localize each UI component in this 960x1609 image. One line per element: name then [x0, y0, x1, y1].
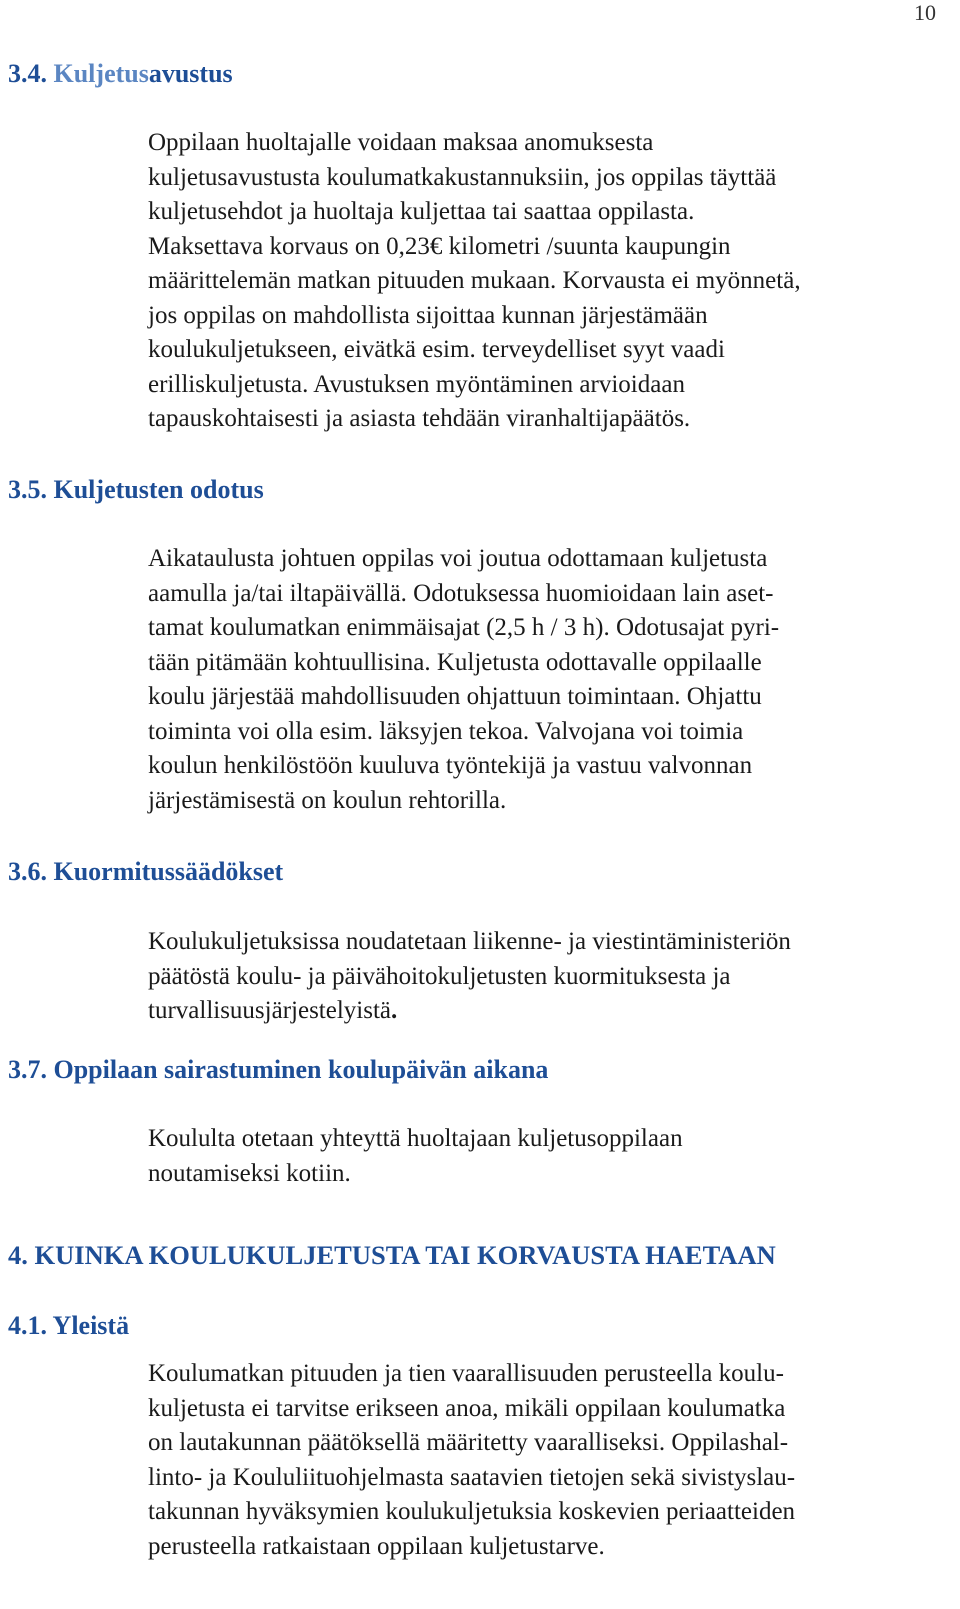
paragraph-line: kuljetusehdot ja huoltaja kuljettaa tai saattaa oppilasta.: [148, 198, 695, 225]
paragraph-line: kuljetusavustusta koulumatkakustannuksiin, jos oppilas täyttää: [148, 163, 777, 191]
section-heading-3-6: [8, 856, 283, 888]
paragraph-text: turvallisuusjärjestelyistä: [148, 997, 392, 1024]
paragraph-line: Aikataulusta johtuen oppilas voi joutua odottamaan kuljetusta: [148, 545, 768, 572]
paragraph-line: Maksettava korvaus on 0,23€ kilometri /suunta kaupungin: [148, 232, 731, 260]
paragraph-line: Koulumatkan pituuden ja tien vaarallisuuden perusteella koulu-: [148, 1360, 784, 1387]
paragraph-line: erilliskuljetusta. Avustuksen myöntäminen arvioidaan: [148, 370, 685, 398]
chapter-number: 4.: [8, 1240, 28, 1270]
section-number: 3.5.: [8, 475, 47, 504]
paragraph-line: Koulukuljetuksissa noudatetaan liikenne- ja viestintäministeriön: [148, 928, 791, 955]
paragraph-line: tamat koulumatkan enimmäisajat (2,5 h / 3 h). Odotusajat pyri-: [148, 614, 780, 641]
paragraph-line: aamulla ja/tai iltapäivällä. Odotuksessa huomioidaan lain aset-: [148, 579, 774, 607]
section-3-7-paragraph: [148, 1122, 938, 1191]
section-number: 3.4.: [8, 59, 47, 88]
paragraph-line: tään pitämään kohtuullisina. Kuljetusta odottavalle oppilaalle: [148, 648, 762, 676]
paragraph-line: [148, 994, 938, 1029]
section-title-part1: Kuljetus: [53, 59, 149, 88]
paragraph-line: perusteella ratkaistaan oppilaan kuljetustarve.: [148, 1532, 605, 1560]
paragraph-line: tapauskohtaisesti ja asiasta tehdään viranhaltijapäätös.: [148, 405, 691, 432]
paragraph-line: on lautakunnan päätöksellä määritetty vaaralliseksi. Oppilashal-: [148, 1429, 789, 1456]
chapter-heading-4: [8, 1239, 776, 1271]
section-title: Oppilaan sairastuminen koulupäivän aikana: [53, 1055, 549, 1084]
paragraph-line: päätöstä koulu- ja päivähoitokuljetusten kuormituksesta ja: [148, 962, 731, 990]
section-heading-4-1: [8, 1310, 129, 1342]
section-3-5-paragraph: [148, 542, 938, 818]
paragraph-line: kuljetusta ei tarvitse erikseen anoa, mikäli oppilaan koulumatka: [148, 1394, 786, 1422]
paragraph-line: noutamiseksi kotiin.: [148, 1159, 351, 1187]
section-title: Kuljetusten odotus: [53, 475, 264, 504]
paragraph-line: koulu järjestää mahdollisuuden ohjattuun toimintaan. Ohjattu: [148, 683, 762, 710]
section-3-6-paragraph: [148, 925, 938, 1029]
bold-period: .: [391, 997, 398, 1024]
paragraph-line: Koululta otetaan yhteyttä huoltajaan kuljetusoppilaan: [148, 1125, 683, 1152]
section-title: Yleistä: [52, 1311, 130, 1340]
paragraph-line: linto- ja Koululiituohjelmasta saatavien tietojen sekä sivistyslau-: [148, 1463, 796, 1491]
paragraph-line: jos oppilas on mahdollista sijoittaa kunnan järjestämään: [148, 301, 708, 329]
chapter-title: KUINKA KOULUKULJETUSTA TAI KORVAUSTA HAETAAN: [34, 1240, 776, 1270]
paragraph-line: toiminta voi olla esim. läksyjen tekoa. Valvojana voi toimia: [148, 717, 744, 745]
section-number: 3.6.: [8, 857, 47, 886]
section-heading-3-4: [8, 58, 233, 90]
section-4-1-paragraph: [148, 1357, 938, 1564]
section-heading-3-5: [8, 474, 264, 506]
paragraph-line: määrittelemän matkan pituuden mukaan. Korvausta ei myönnetä,: [148, 267, 801, 294]
paragraph-line: järjestämisestä on koulun rehtorilla.: [148, 786, 507, 814]
paragraph-line: koulun henkilöstöön kuuluva työntekijä ja vastuu valvonnan: [148, 752, 753, 779]
section-number: 4.1.: [8, 1311, 47, 1340]
section-number: 3.7.: [8, 1055, 47, 1084]
section-3-4-paragraph: [148, 126, 938, 437]
paragraph-line: takunnan hyväksymien koulukuljetuksia koskevien periaatteiden: [148, 1498, 796, 1525]
paragraph-line: Oppilaan huoltajalle voidaan maksaa anomuksesta: [148, 129, 654, 156]
section-title: Kuormitussäädökset: [53, 857, 284, 886]
section-title-part2: avustus: [148, 59, 233, 88]
section-heading-3-7: [8, 1054, 548, 1086]
page-number: 10: [914, 0, 936, 25]
paragraph-line: koulukuljetukseen, eivätkä esim. terveydelliset syyt vaadi: [148, 336, 725, 363]
